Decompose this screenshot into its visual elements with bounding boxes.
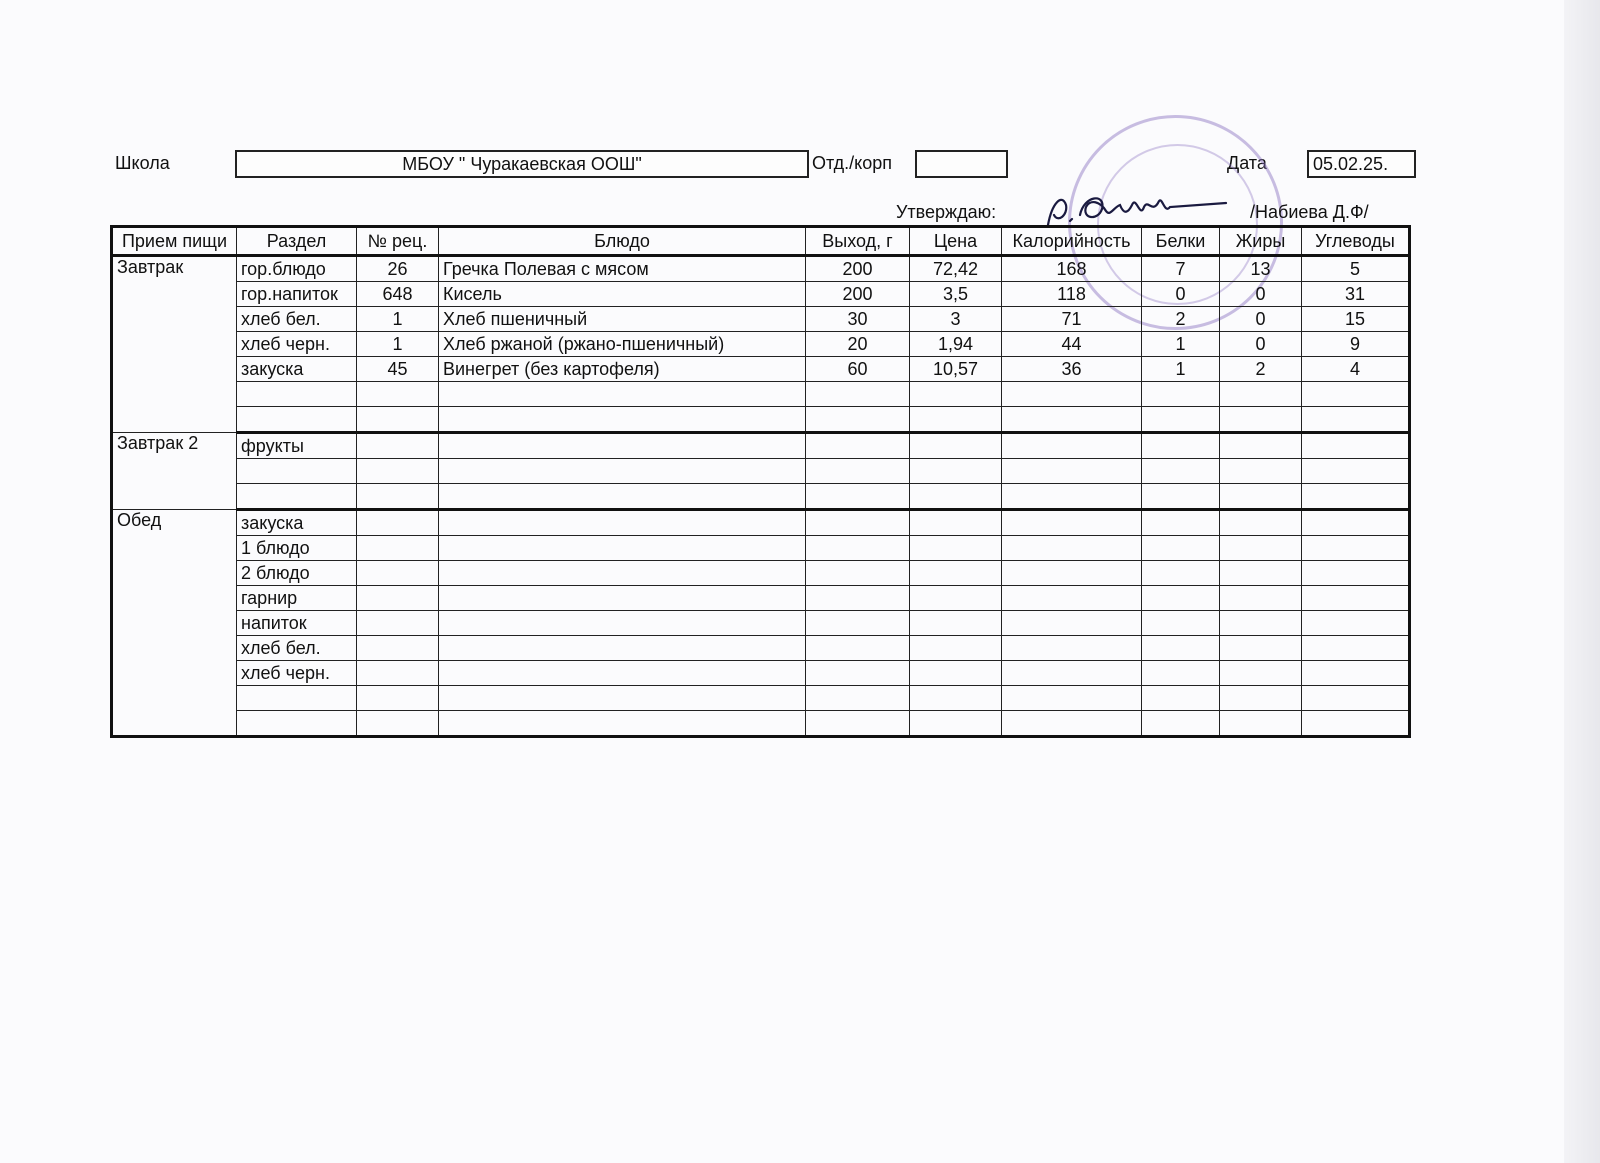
fat-cell bbox=[1220, 611, 1302, 636]
recipe-number-cell bbox=[357, 433, 439, 459]
dish-cell bbox=[439, 711, 806, 737]
fat-cell bbox=[1220, 686, 1302, 711]
carbs-cell bbox=[1302, 536, 1410, 561]
yield-cell bbox=[806, 661, 910, 686]
table-row bbox=[112, 382, 1410, 407]
menu-table bbox=[110, 225, 1411, 738]
recipe-number-cell bbox=[357, 536, 439, 561]
section-cell: напиток bbox=[237, 611, 357, 636]
dish-cell: Кисель bbox=[439, 282, 806, 307]
dish-cell bbox=[439, 536, 806, 561]
recipe-number-cell bbox=[357, 484, 439, 510]
recipe-number-cell bbox=[357, 611, 439, 636]
carbs-cell bbox=[1302, 484, 1410, 510]
yield-cell: 30 bbox=[806, 307, 910, 332]
fat-cell bbox=[1220, 382, 1302, 407]
dish-cell bbox=[439, 611, 806, 636]
calories-cell bbox=[1002, 459, 1142, 484]
fat-cell bbox=[1220, 561, 1302, 586]
calories-cell: 118 bbox=[1002, 282, 1142, 307]
section-cell: закуска bbox=[237, 357, 357, 382]
table-row bbox=[112, 536, 1410, 561]
table-row bbox=[112, 611, 1410, 636]
recipe-number-cell bbox=[357, 382, 439, 407]
yield-cell: 60 bbox=[806, 357, 910, 382]
table-row bbox=[112, 484, 1410, 510]
table-row bbox=[112, 510, 1410, 536]
carbs-cell: 15 bbox=[1302, 307, 1410, 332]
recipe-number-cell bbox=[357, 510, 439, 536]
recipe-number-cell: 1 bbox=[357, 332, 439, 357]
section-cell: хлеб бел. bbox=[237, 636, 357, 661]
calories-cell bbox=[1002, 611, 1142, 636]
fat-cell bbox=[1220, 661, 1302, 686]
dish-cell bbox=[439, 586, 806, 611]
column-header: Прием пищи bbox=[112, 227, 237, 256]
protein-cell bbox=[1142, 661, 1220, 686]
section-cell bbox=[237, 686, 357, 711]
column-header: Жиры bbox=[1220, 227, 1302, 256]
price-cell bbox=[910, 586, 1002, 611]
price-cell bbox=[910, 636, 1002, 661]
protein-cell: 1 bbox=[1142, 332, 1220, 357]
price-cell: 1,94 bbox=[910, 332, 1002, 357]
calories-cell bbox=[1002, 586, 1142, 611]
price-cell: 3,5 bbox=[910, 282, 1002, 307]
yield-cell bbox=[806, 407, 910, 433]
school-name-field: МБОУ " Чуракаевская ООШ" bbox=[235, 150, 809, 178]
column-header: Углеводы bbox=[1302, 227, 1410, 256]
carbs-cell: 31 bbox=[1302, 282, 1410, 307]
calories-cell bbox=[1002, 711, 1142, 737]
school-label: Школа bbox=[115, 153, 170, 173]
table-row bbox=[112, 459, 1410, 484]
fat-cell bbox=[1220, 459, 1302, 484]
dish-cell: Винегрет (без картофеля) bbox=[439, 357, 806, 382]
yield-cell bbox=[806, 433, 910, 459]
recipe-number-cell bbox=[357, 661, 439, 686]
protein-cell bbox=[1142, 433, 1220, 459]
price-cell bbox=[910, 510, 1002, 536]
section-cell bbox=[237, 711, 357, 737]
recipe-number-cell bbox=[357, 636, 439, 661]
recipe-number-cell bbox=[357, 586, 439, 611]
protein-cell bbox=[1142, 611, 1220, 636]
column-header: Блюдо bbox=[439, 227, 806, 256]
yield-cell bbox=[806, 611, 910, 636]
carbs-cell bbox=[1302, 711, 1410, 737]
column-header: Раздел bbox=[237, 227, 357, 256]
calories-cell bbox=[1002, 382, 1142, 407]
dish-cell bbox=[439, 407, 806, 433]
section-cell: 1 блюдо bbox=[237, 536, 357, 561]
dish-cell bbox=[439, 510, 806, 536]
price-cell bbox=[910, 711, 1002, 737]
dish-cell bbox=[439, 433, 806, 459]
price-cell bbox=[910, 459, 1002, 484]
price-cell bbox=[910, 536, 1002, 561]
section-cell: 2 блюдо bbox=[237, 561, 357, 586]
price-cell bbox=[910, 433, 1002, 459]
carbs-cell bbox=[1302, 636, 1410, 661]
protein-cell bbox=[1142, 484, 1220, 510]
dish-cell bbox=[439, 484, 806, 510]
calories-cell: 168 bbox=[1002, 256, 1142, 282]
carbs-cell bbox=[1302, 510, 1410, 536]
carbs-cell bbox=[1302, 611, 1410, 636]
calories-cell: 44 bbox=[1002, 332, 1142, 357]
fat-cell: 13 bbox=[1220, 256, 1302, 282]
fat-cell: 0 bbox=[1220, 332, 1302, 357]
recipe-number-cell: 1 bbox=[357, 307, 439, 332]
section-cell: хлеб черн. bbox=[237, 661, 357, 686]
yield-cell bbox=[806, 459, 910, 484]
price-cell bbox=[910, 686, 1002, 711]
price-cell bbox=[910, 484, 1002, 510]
dish-cell bbox=[439, 459, 806, 484]
protein-cell bbox=[1142, 536, 1220, 561]
dish-cell bbox=[439, 686, 806, 711]
paper-edge bbox=[1564, 0, 1600, 1163]
yield-cell bbox=[806, 510, 910, 536]
calories-cell: 36 bbox=[1002, 357, 1142, 382]
dish-cell: Гречка Полевая с мясом bbox=[439, 256, 806, 282]
price-cell bbox=[910, 611, 1002, 636]
price-cell: 10,57 bbox=[910, 357, 1002, 382]
approve-label: Утверждаю: bbox=[896, 202, 997, 222]
yield-cell bbox=[806, 561, 910, 586]
protein-cell bbox=[1142, 686, 1220, 711]
protein-cell bbox=[1142, 561, 1220, 586]
approver-name: /Набиева Д.Ф/ bbox=[1250, 202, 1369, 222]
yield-cell: 200 bbox=[806, 256, 910, 282]
protein-cell bbox=[1142, 586, 1220, 611]
recipe-number-cell bbox=[357, 711, 439, 737]
carbs-cell: 5 bbox=[1302, 256, 1410, 282]
yield-cell bbox=[806, 686, 910, 711]
carbs-cell: 9 bbox=[1302, 332, 1410, 357]
section-cell: гор.напиток bbox=[237, 282, 357, 307]
column-header: Белки bbox=[1142, 227, 1220, 256]
menu-table-body bbox=[112, 256, 1410, 737]
recipe-number-cell bbox=[357, 459, 439, 484]
calories-cell bbox=[1002, 536, 1142, 561]
fat-cell: 0 bbox=[1220, 307, 1302, 332]
carbs-cell bbox=[1302, 661, 1410, 686]
yield-cell: 20 bbox=[806, 332, 910, 357]
table-row bbox=[112, 711, 1410, 737]
recipe-number-cell: 45 bbox=[357, 357, 439, 382]
yield-cell bbox=[806, 636, 910, 661]
recipe-number-cell: 648 bbox=[357, 282, 439, 307]
price-cell bbox=[910, 407, 1002, 433]
fat-cell bbox=[1220, 636, 1302, 661]
section-cell: закуска bbox=[237, 510, 357, 536]
date-label: Дата bbox=[1227, 153, 1267, 173]
table-row bbox=[112, 256, 1410, 282]
yield-cell bbox=[806, 484, 910, 510]
fat-cell bbox=[1220, 433, 1302, 459]
carbs-cell bbox=[1302, 382, 1410, 407]
table-row bbox=[112, 433, 1410, 459]
protein-cell bbox=[1142, 636, 1220, 661]
date-field: 05.02.25. bbox=[1307, 150, 1416, 178]
dept-field bbox=[915, 150, 1008, 178]
calories-cell bbox=[1002, 636, 1142, 661]
carbs-cell bbox=[1302, 586, 1410, 611]
price-cell bbox=[910, 561, 1002, 586]
fat-cell bbox=[1220, 510, 1302, 536]
protein-cell: 2 bbox=[1142, 307, 1220, 332]
calories-cell bbox=[1002, 686, 1142, 711]
carbs-cell bbox=[1302, 407, 1410, 433]
section-cell: хлеб бел. bbox=[237, 307, 357, 332]
recipe-number-cell bbox=[357, 407, 439, 433]
section-cell bbox=[237, 484, 357, 510]
section-cell: хлеб черн. bbox=[237, 332, 357, 357]
protein-cell: 0 bbox=[1142, 282, 1220, 307]
carbs-cell: 4 bbox=[1302, 357, 1410, 382]
yield-cell bbox=[806, 586, 910, 611]
calories-cell bbox=[1002, 561, 1142, 586]
fat-cell: 2 bbox=[1220, 357, 1302, 382]
section-cell: фрукты bbox=[237, 433, 357, 459]
calories-cell bbox=[1002, 510, 1142, 536]
section-cell bbox=[237, 459, 357, 484]
fat-cell: 0 bbox=[1220, 282, 1302, 307]
table-row bbox=[112, 332, 1410, 357]
column-header: Калорийность bbox=[1002, 227, 1142, 256]
protein-cell bbox=[1142, 459, 1220, 484]
table-row bbox=[112, 661, 1410, 686]
table-row bbox=[112, 357, 1410, 382]
dish-cell: Хлеб пшеничный bbox=[439, 307, 806, 332]
recipe-number-cell bbox=[357, 561, 439, 586]
section-cell: гор.блюдо bbox=[237, 256, 357, 282]
dish-cell bbox=[439, 561, 806, 586]
recipe-number-cell bbox=[357, 686, 439, 711]
fat-cell bbox=[1220, 484, 1302, 510]
protein-cell bbox=[1142, 407, 1220, 433]
calories-cell bbox=[1002, 661, 1142, 686]
protein-cell bbox=[1142, 382, 1220, 407]
table-row bbox=[112, 282, 1410, 307]
price-cell bbox=[910, 661, 1002, 686]
dish-cell bbox=[439, 636, 806, 661]
calories-cell bbox=[1002, 484, 1142, 510]
fat-cell bbox=[1220, 536, 1302, 561]
meal-cell: Завтрак 2 bbox=[112, 433, 237, 510]
fat-cell bbox=[1220, 586, 1302, 611]
calories-cell bbox=[1002, 433, 1142, 459]
table-row bbox=[112, 586, 1410, 611]
table-row bbox=[112, 307, 1410, 332]
yield-cell: 200 bbox=[806, 282, 910, 307]
dish-cell bbox=[439, 661, 806, 686]
column-header: Выход, г bbox=[806, 227, 910, 256]
table-header-row bbox=[112, 227, 1410, 256]
fat-cell bbox=[1220, 407, 1302, 433]
calories-cell bbox=[1002, 407, 1142, 433]
table-row bbox=[112, 636, 1410, 661]
recipe-number-cell: 26 bbox=[357, 256, 439, 282]
table-row bbox=[112, 686, 1410, 711]
meal-cell: Завтрак bbox=[112, 256, 237, 433]
price-cell bbox=[910, 382, 1002, 407]
carbs-cell bbox=[1302, 459, 1410, 484]
fat-cell bbox=[1220, 711, 1302, 737]
protein-cell bbox=[1142, 711, 1220, 737]
section-cell: гарнир bbox=[237, 586, 357, 611]
calories-cell: 71 bbox=[1002, 307, 1142, 332]
protein-cell: 1 bbox=[1142, 357, 1220, 382]
yield-cell bbox=[806, 382, 910, 407]
protein-cell: 7 bbox=[1142, 256, 1220, 282]
protein-cell bbox=[1142, 510, 1220, 536]
yield-cell bbox=[806, 711, 910, 737]
meal-cell: Обед bbox=[112, 510, 237, 737]
dish-cell bbox=[439, 382, 806, 407]
carbs-cell bbox=[1302, 433, 1410, 459]
column-header: Цена bbox=[910, 227, 1002, 256]
carbs-cell bbox=[1302, 686, 1410, 711]
column-header: № рец. bbox=[357, 227, 439, 256]
section-cell bbox=[237, 407, 357, 433]
yield-cell bbox=[806, 536, 910, 561]
table-row bbox=[112, 561, 1410, 586]
dept-label: Отд./корп bbox=[812, 153, 892, 173]
dish-cell: Хлеб ржаной (ржано-пшеничный) bbox=[439, 332, 806, 357]
carbs-cell bbox=[1302, 561, 1410, 586]
price-cell: 72,42 bbox=[910, 256, 1002, 282]
table-row bbox=[112, 407, 1410, 433]
section-cell bbox=[237, 382, 357, 407]
price-cell: 3 bbox=[910, 307, 1002, 332]
